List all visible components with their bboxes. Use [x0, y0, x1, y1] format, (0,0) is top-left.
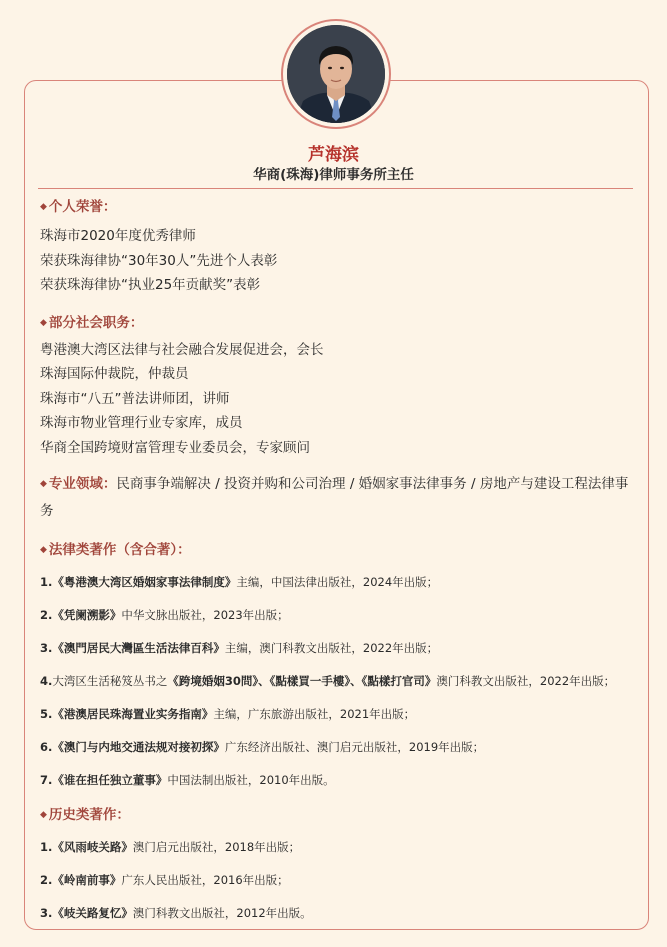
- work-number: 1.: [40, 575, 53, 589]
- positions-heading: ◆ 部分社会职务：: [40, 314, 144, 331]
- work-prefix: 大湾区生活秘笈丛书之: [52, 674, 168, 688]
- work-number: 3.: [40, 641, 53, 655]
- work-number: 2.: [40, 873, 53, 887]
- work-publication-info: 澳门科教文出版社，2012年出版。: [132, 906, 312, 920]
- work-book-title: 《凭阑溯影》: [52, 608, 122, 622]
- position-item: 珠海市物业管理行业专家库，成员: [40, 415, 243, 431]
- work-item: [40, 640, 630, 657]
- position-item: 珠海国际仲裁院，仲裁员: [40, 366, 189, 382]
- work-publication-info: 澳门科教文出版社，2022年出版；: [436, 674, 616, 688]
- diamond-bullet-icon: ◆: [40, 202, 47, 212]
- expertise-heading: ◆ 专业领域：: [40, 476, 117, 492]
- work-publication-info: 主编，广东旅游出版社，2021年出版；: [213, 707, 416, 721]
- work-number: 6.: [40, 740, 53, 754]
- avatar-frame: [281, 19, 391, 129]
- diamond-bullet-icon: ◆: [40, 317, 47, 328]
- work-item: [40, 706, 630, 723]
- avatar: [287, 25, 385, 123]
- honors-heading: ◆ 个人荣誉：: [40, 199, 117, 215]
- legal-works-list: [40, 574, 630, 789]
- work-book-title: 《粤港澳大湾区婚姻家事法律制度》: [52, 575, 237, 589]
- legal-works-heading: ◆ 法律类著作（含合著）：: [40, 542, 191, 558]
- diamond-bullet-icon: ◆: [40, 810, 47, 820]
- work-item: [40, 872, 630, 889]
- work-item: [40, 772, 630, 789]
- person-title: 华商(珠海)律师事务所主任: [253, 167, 414, 183]
- history-works-list: [40, 839, 630, 922]
- work-book-title: 《风雨岐关路》: [52, 840, 133, 854]
- work-number: 1.: [40, 840, 53, 854]
- position-item: 粤港澳大湾区法律与社会融合发展促进会，会长: [40, 341, 324, 358]
- work-number: 3.: [40, 906, 53, 920]
- work-book-title: 《谁在担任独立董事》: [52, 773, 168, 787]
- profile-content: [40, 196, 630, 922]
- work-book-title: 《跨境婚姻30問》、《點樣買一手樓》、《點樣打官司》: [167, 674, 437, 688]
- work-item: [40, 607, 630, 624]
- position-item: 华商全国跨境财富管理专业委员会，专家顾问: [40, 439, 310, 456]
- position-item: 珠海市“八五”普法讲师团，讲师: [40, 390, 230, 407]
- work-number: 4.: [40, 674, 53, 688]
- expertise-block: [40, 472, 630, 523]
- work-item: [40, 905, 630, 922]
- work-item: [40, 673, 630, 690]
- work-publication-info: 主编，中国法律出版社，2024年出版；: [236, 575, 439, 589]
- work-number: 2.: [40, 608, 53, 622]
- work-publication-info: 广东人民出版社，2016年出版；: [121, 873, 289, 887]
- work-publication-info: 中华文脉出版社，2023年出版；: [121, 608, 289, 622]
- work-book-title: 《岐关路复忆》: [52, 906, 133, 920]
- work-publication-info: 中国法制出版社，2010年出版。: [167, 773, 335, 787]
- honor-item: 荣获珠海律协“30年30人”先进个人表彰: [40, 252, 278, 269]
- work-book-title: 《岭南前事》: [52, 873, 122, 887]
- portrait-image: [287, 25, 385, 123]
- work-item: [40, 839, 630, 856]
- diamond-bullet-icon: ◆: [40, 479, 47, 489]
- work-book-title: 《港澳居民珠海置业实务指南》: [52, 707, 214, 721]
- work-book-title: 《澳门与内地交通法规对接初探》: [52, 740, 225, 754]
- work-book-title: 《澳門居民大灣區生活法律百科》: [52, 641, 225, 655]
- history-works-heading: ◆ 历史类著作：: [40, 807, 130, 823]
- work-publication-info: 广东经济出版社、澳门启元出版社，2019年出版；: [224, 740, 485, 754]
- expertise-text: 民商事争端解决 / 投资并购和公司治理 / 婚姻家事法律事务 / 房地产与建设工程法律事务: [40, 476, 629, 519]
- work-item: [40, 574, 630, 591]
- work-publication-info: 澳门启元出版社，2018年出版；: [132, 840, 301, 854]
- honor-item: 珠海市2020年度优秀律师: [40, 228, 196, 244]
- work-number: 5.: [40, 707, 53, 721]
- person-name: 芦海滨: [308, 145, 359, 165]
- work-publication-info: 主编，澳门科教文出版社，2022年出版；: [224, 641, 439, 655]
- diamond-bullet-icon: ◆: [40, 545, 47, 555]
- work-number: 7.: [40, 773, 53, 787]
- honor-item: 荣获珠海律协“执业25年贡献奖”表彰: [40, 277, 261, 293]
- header-divider: [38, 188, 633, 189]
- work-item: [40, 739, 630, 756]
